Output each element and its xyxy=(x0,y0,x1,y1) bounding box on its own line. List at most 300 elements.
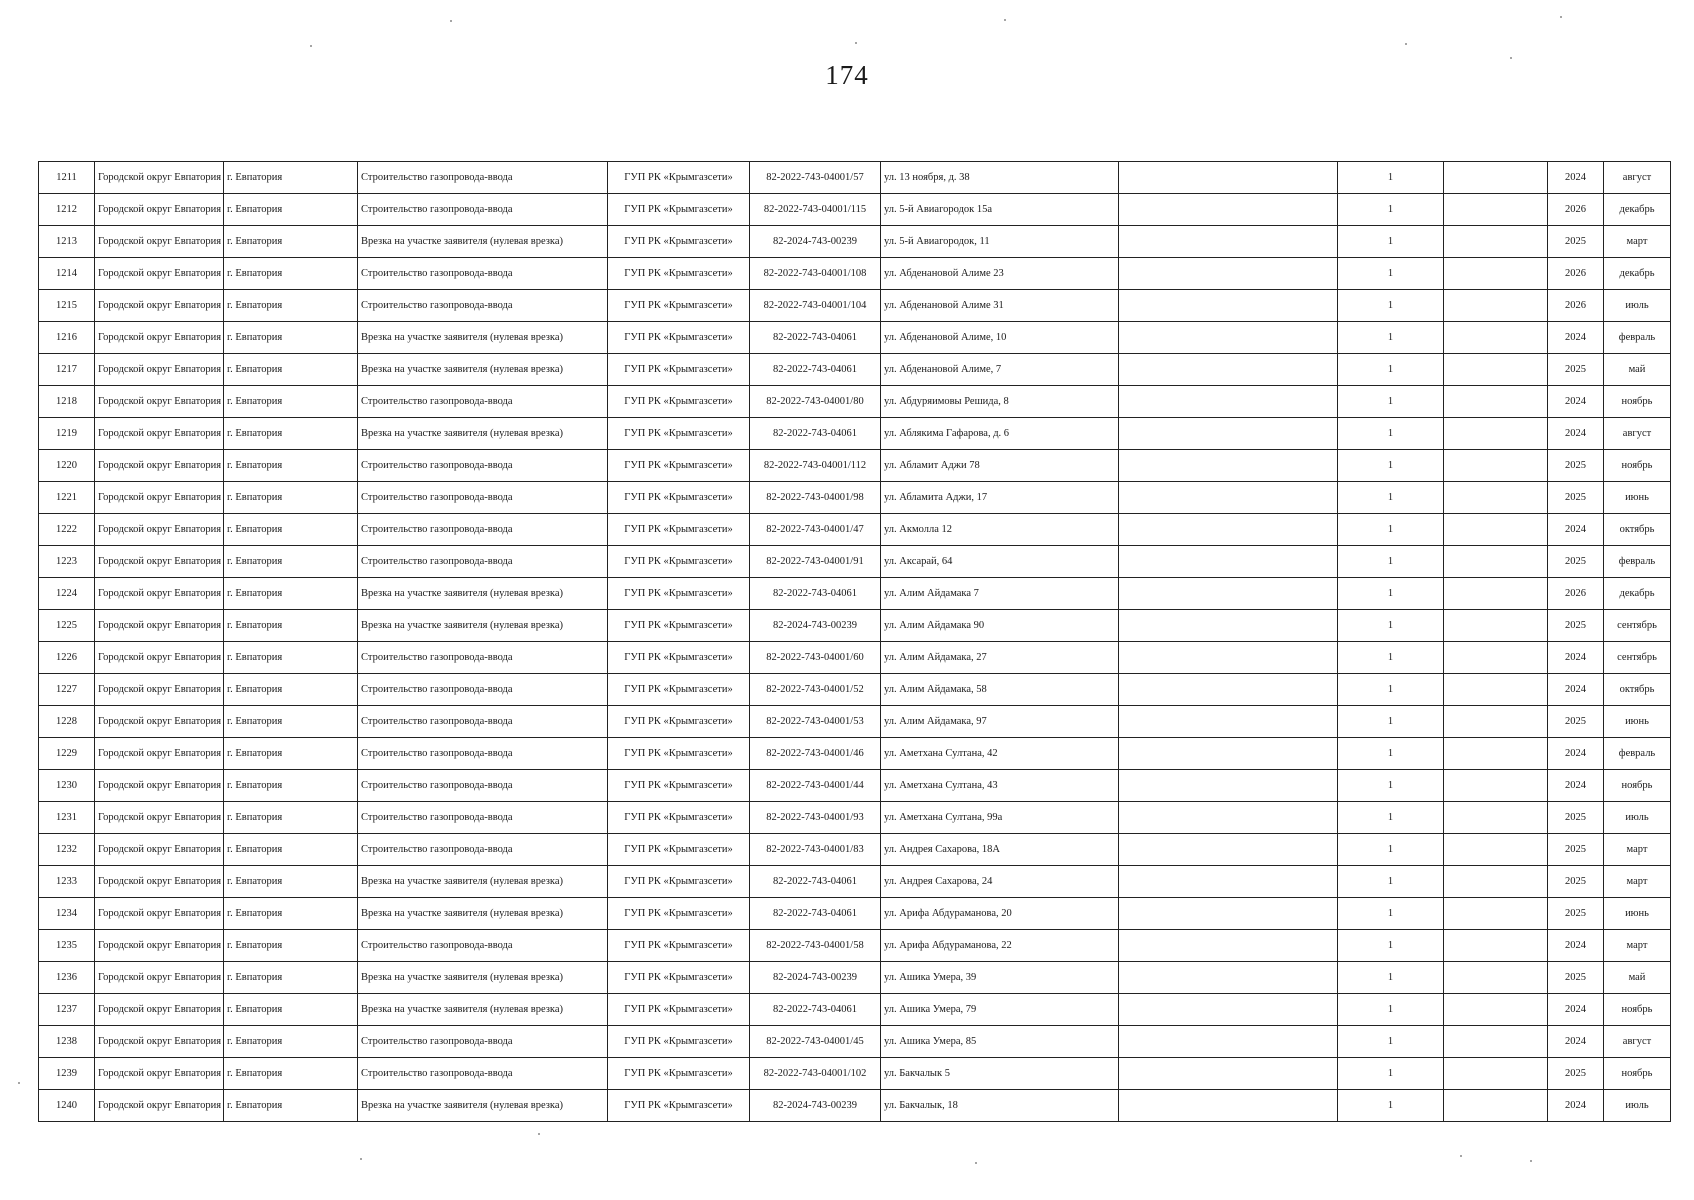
table-row xyxy=(39,706,1671,738)
work-type-cell: Врезка на участке заявителя (нулевая врезка) xyxy=(358,1090,608,1122)
empty-cell xyxy=(1119,194,1338,226)
municipality-cell: Городской округ Евпатория xyxy=(95,226,224,258)
municipality-cell: Городской округ Евпатория xyxy=(95,674,224,706)
organization-cell: ГУП РК «Крымгазсети» xyxy=(608,642,750,674)
organization-cell: ГУП РК «Крымгазсети» xyxy=(608,194,750,226)
row-number-cell: 1220 xyxy=(39,450,95,482)
table-row xyxy=(39,866,1671,898)
municipality-cell: Городской округ Евпатория xyxy=(95,930,224,962)
empty-cell xyxy=(1444,866,1548,898)
row-number-cell: 1223 xyxy=(39,546,95,578)
quantity-cell: 1 xyxy=(1338,994,1444,1026)
work-type-cell: Строительство газопровода-ввода xyxy=(358,546,608,578)
empty-cell xyxy=(1444,1026,1548,1058)
municipality-cell: Городской округ Евпатория xyxy=(95,610,224,642)
empty-cell xyxy=(1444,258,1548,290)
application-id-cell: 82-2022-743-04001/57 xyxy=(750,162,881,194)
organization-cell: ГУП РК «Крымгазсети» xyxy=(608,482,750,514)
quantity-cell: 1 xyxy=(1338,578,1444,610)
application-id-cell: 82-2022-743-04061 xyxy=(750,418,881,450)
city-cell: г. Евпатория xyxy=(224,226,358,258)
address-cell: ул. Арифа Абдураманова, 20 xyxy=(881,898,1119,930)
row-number-cell: 1217 xyxy=(39,354,95,386)
scan-speck xyxy=(1460,1155,1462,1157)
table-row xyxy=(39,226,1671,258)
quantity-cell: 1 xyxy=(1338,706,1444,738)
table-row xyxy=(39,354,1671,386)
address-cell: ул. Алим Айдамака, 97 xyxy=(881,706,1119,738)
quantity-cell: 1 xyxy=(1338,322,1444,354)
quantity-cell: 1 xyxy=(1338,1090,1444,1122)
scan-speck xyxy=(310,45,312,47)
year-cell: 2025 xyxy=(1548,450,1604,482)
work-type-cell: Врезка на участке заявителя (нулевая врезка) xyxy=(358,226,608,258)
month-cell: сентябрь xyxy=(1604,642,1671,674)
scan-speck xyxy=(1510,57,1512,59)
work-type-cell: Строительство газопровода-ввода xyxy=(358,802,608,834)
quantity-cell: 1 xyxy=(1338,194,1444,226)
row-number-cell: 1238 xyxy=(39,1026,95,1058)
month-cell: февраль xyxy=(1604,546,1671,578)
month-cell: май xyxy=(1604,962,1671,994)
organization-cell: ГУП РК «Крымгазсети» xyxy=(608,962,750,994)
month-cell: июнь xyxy=(1604,482,1671,514)
row-number-cell: 1228 xyxy=(39,706,95,738)
quantity-cell: 1 xyxy=(1338,642,1444,674)
month-cell: февраль xyxy=(1604,738,1671,770)
empty-cell xyxy=(1119,418,1338,450)
table-row xyxy=(39,834,1671,866)
application-id-cell: 82-2022-743-04061 xyxy=(750,898,881,930)
city-cell: г. Евпатория xyxy=(224,770,358,802)
application-id-cell: 82-2022-743-04001/91 xyxy=(750,546,881,578)
municipality-cell: Городской округ Евпатория xyxy=(95,354,224,386)
year-cell: 2026 xyxy=(1548,258,1604,290)
organization-cell: ГУП РК «Крымгазсети» xyxy=(608,386,750,418)
year-cell: 2024 xyxy=(1548,1090,1604,1122)
empty-cell xyxy=(1119,674,1338,706)
empty-cell xyxy=(1119,162,1338,194)
municipality-cell: Городской округ Евпатория xyxy=(95,1090,224,1122)
organization-cell: ГУП РК «Крымгазсети» xyxy=(608,578,750,610)
year-cell: 2025 xyxy=(1548,482,1604,514)
city-cell: г. Евпатория xyxy=(224,962,358,994)
empty-cell xyxy=(1444,1058,1548,1090)
table-row xyxy=(39,418,1671,450)
city-cell: г. Евпатория xyxy=(224,1090,358,1122)
year-cell: 2025 xyxy=(1548,610,1604,642)
scan-speck xyxy=(975,1162,977,1164)
empty-cell xyxy=(1119,290,1338,322)
month-cell: март xyxy=(1604,930,1671,962)
year-cell: 2025 xyxy=(1548,802,1604,834)
application-id-cell: 82-2022-743-04001/98 xyxy=(750,482,881,514)
empty-cell xyxy=(1444,354,1548,386)
quantity-cell: 1 xyxy=(1338,354,1444,386)
address-cell: ул. Аблякима Гафарова, д. 6 xyxy=(881,418,1119,450)
address-cell: ул. Абденановой Алиме 23 xyxy=(881,258,1119,290)
quantity-cell: 1 xyxy=(1338,1026,1444,1058)
table-row xyxy=(39,674,1671,706)
scan-speck xyxy=(538,1133,540,1135)
month-cell: июль xyxy=(1604,802,1671,834)
scan-speck xyxy=(360,1158,362,1160)
quantity-cell: 1 xyxy=(1338,930,1444,962)
empty-cell xyxy=(1119,994,1338,1026)
work-type-cell: Строительство газопровода-ввода xyxy=(358,770,608,802)
work-type-cell: Строительство газопровода-ввода xyxy=(358,1058,608,1090)
city-cell: г. Евпатория xyxy=(224,162,358,194)
quantity-cell: 1 xyxy=(1338,866,1444,898)
year-cell: 2026 xyxy=(1548,290,1604,322)
year-cell: 2024 xyxy=(1548,322,1604,354)
table-row xyxy=(39,290,1671,322)
application-id-cell: 82-2022-743-04001/104 xyxy=(750,290,881,322)
address-cell: ул. Алим Айдамака, 27 xyxy=(881,642,1119,674)
application-id-cell: 82-2024-743-00239 xyxy=(750,1090,881,1122)
address-cell: ул. Андрея Сахарова, 18А xyxy=(881,834,1119,866)
organization-cell: ГУП РК «Крымгазсети» xyxy=(608,802,750,834)
year-cell: 2025 xyxy=(1548,834,1604,866)
month-cell: февраль xyxy=(1604,322,1671,354)
empty-cell xyxy=(1119,546,1338,578)
work-type-cell: Строительство газопровода-ввода xyxy=(358,738,608,770)
organization-cell: ГУП РК «Крымгазсети» xyxy=(608,322,750,354)
work-type-cell: Врезка на участке заявителя (нулевая врезка) xyxy=(358,322,608,354)
work-type-cell: Врезка на участке заявителя (нулевая врезка) xyxy=(358,610,608,642)
empty-cell xyxy=(1444,1090,1548,1122)
work-type-cell: Строительство газопровода-ввода xyxy=(358,482,608,514)
month-cell: ноябрь xyxy=(1604,386,1671,418)
municipality-cell: Городской округ Евпатория xyxy=(95,162,224,194)
empty-cell xyxy=(1444,738,1548,770)
row-number-cell: 1216 xyxy=(39,322,95,354)
quantity-cell: 1 xyxy=(1338,226,1444,258)
empty-cell xyxy=(1444,674,1548,706)
empty-cell xyxy=(1119,642,1338,674)
city-cell: г. Евпатория xyxy=(224,482,358,514)
work-type-cell: Строительство газопровода-ввода xyxy=(358,514,608,546)
application-id-cell: 82-2022-743-04001/46 xyxy=(750,738,881,770)
row-number-cell: 1213 xyxy=(39,226,95,258)
empty-cell xyxy=(1444,290,1548,322)
organization-cell: ГУП РК «Крымгазсети» xyxy=(608,610,750,642)
empty-cell xyxy=(1444,578,1548,610)
year-cell: 2025 xyxy=(1548,1058,1604,1090)
municipality-cell: Городской округ Евпатория xyxy=(95,866,224,898)
empty-cell xyxy=(1444,162,1548,194)
empty-cell xyxy=(1119,610,1338,642)
organization-cell: ГУП РК «Крымгазсети» xyxy=(608,1026,750,1058)
work-type-cell: Строительство газопровода-ввода xyxy=(358,706,608,738)
city-cell: г. Евпатория xyxy=(224,1058,358,1090)
work-type-cell: Врезка на участке заявителя (нулевая врезка) xyxy=(358,354,608,386)
application-id-cell: 82-2024-743-00239 xyxy=(750,226,881,258)
organization-cell: ГУП РК «Крымгазсети» xyxy=(608,1090,750,1122)
row-number-cell: 1230 xyxy=(39,770,95,802)
empty-cell xyxy=(1119,226,1338,258)
month-cell: июнь xyxy=(1604,706,1671,738)
table-row xyxy=(39,322,1671,354)
empty-cell xyxy=(1119,770,1338,802)
city-cell: г. Евпатория xyxy=(224,930,358,962)
application-id-cell: 82-2022-743-04001/102 xyxy=(750,1058,881,1090)
scan-speck xyxy=(18,1082,20,1084)
empty-cell xyxy=(1119,354,1338,386)
organization-cell: ГУП РК «Крымгазсети» xyxy=(608,930,750,962)
municipality-cell: Городской округ Евпатория xyxy=(95,706,224,738)
organization-cell: ГУП РК «Крымгазсети» xyxy=(608,418,750,450)
work-type-cell: Строительство газопровода-ввода xyxy=(358,1026,608,1058)
city-cell: г. Евпатория xyxy=(224,290,358,322)
quantity-cell: 1 xyxy=(1338,546,1444,578)
row-number-cell: 1227 xyxy=(39,674,95,706)
month-cell: август xyxy=(1604,162,1671,194)
organization-cell: ГУП РК «Крымгазсети» xyxy=(608,450,750,482)
month-cell: июнь xyxy=(1604,898,1671,930)
month-cell: март xyxy=(1604,866,1671,898)
year-cell: 2024 xyxy=(1548,738,1604,770)
organization-cell: ГУП РК «Крымгазсети» xyxy=(608,354,750,386)
month-cell: октябрь xyxy=(1604,674,1671,706)
municipality-cell: Городской округ Евпатория xyxy=(95,514,224,546)
work-type-cell: Строительство газопровода-ввода xyxy=(358,290,608,322)
application-id-cell: 82-2022-743-04061 xyxy=(750,354,881,386)
row-number-cell: 1224 xyxy=(39,578,95,610)
municipality-cell: Городской округ Евпатория xyxy=(95,450,224,482)
table-row xyxy=(39,546,1671,578)
application-id-cell: 82-2022-743-04001/60 xyxy=(750,642,881,674)
empty-cell xyxy=(1444,482,1548,514)
municipality-cell: Городской округ Евпатория xyxy=(95,802,224,834)
address-cell: ул. Аметхана Султана, 42 xyxy=(881,738,1119,770)
application-id-cell: 82-2022-743-04061 xyxy=(750,994,881,1026)
address-cell: ул. Андрея Сахарова, 24 xyxy=(881,866,1119,898)
organization-cell: ГУП РК «Крымгазсети» xyxy=(608,834,750,866)
address-cell: ул. 13 ноября, д. 38 xyxy=(881,162,1119,194)
empty-cell xyxy=(1444,642,1548,674)
row-number-cell: 1234 xyxy=(39,898,95,930)
empty-cell xyxy=(1119,1090,1338,1122)
table-row xyxy=(39,994,1671,1026)
work-type-cell: Строительство газопровода-ввода xyxy=(358,834,608,866)
work-type-cell: Врезка на участке заявителя (нулевая врезка) xyxy=(358,418,608,450)
month-cell: ноябрь xyxy=(1604,770,1671,802)
work-type-cell: Строительство газопровода-ввода xyxy=(358,450,608,482)
month-cell: декабрь xyxy=(1604,578,1671,610)
empty-cell xyxy=(1444,514,1548,546)
table-row xyxy=(39,258,1671,290)
quantity-cell: 1 xyxy=(1338,418,1444,450)
empty-cell xyxy=(1119,482,1338,514)
application-id-cell: 82-2022-743-04061 xyxy=(750,578,881,610)
table-row xyxy=(39,386,1671,418)
organization-cell: ГУП РК «Крымгазсети» xyxy=(608,162,750,194)
row-number-cell: 1218 xyxy=(39,386,95,418)
month-cell: ноябрь xyxy=(1604,450,1671,482)
row-number-cell: 1214 xyxy=(39,258,95,290)
empty-cell xyxy=(1444,802,1548,834)
empty-cell xyxy=(1119,1026,1338,1058)
scan-speck xyxy=(1004,19,1006,21)
application-id-cell: 82-2022-743-04001/58 xyxy=(750,930,881,962)
municipality-cell: Городской округ Евпатория xyxy=(95,290,224,322)
municipality-cell: Городской округ Евпатория xyxy=(95,482,224,514)
month-cell: июль xyxy=(1604,290,1671,322)
month-cell: ноябрь xyxy=(1604,1058,1671,1090)
row-number-cell: 1235 xyxy=(39,930,95,962)
application-id-cell: 82-2022-743-04001/108 xyxy=(750,258,881,290)
empty-cell xyxy=(1444,770,1548,802)
year-cell: 2024 xyxy=(1548,674,1604,706)
row-number-cell: 1222 xyxy=(39,514,95,546)
scan-speck xyxy=(1530,1160,1532,1162)
quantity-cell: 1 xyxy=(1338,1058,1444,1090)
empty-cell xyxy=(1119,834,1338,866)
empty-cell xyxy=(1119,322,1338,354)
address-cell: ул. Алим Айдамака 7 xyxy=(881,578,1119,610)
table-row xyxy=(39,642,1671,674)
city-cell: г. Евпатория xyxy=(224,674,358,706)
application-id-cell: 82-2024-743-00239 xyxy=(750,610,881,642)
year-cell: 2025 xyxy=(1548,866,1604,898)
address-cell: ул. Ашика Умера, 79 xyxy=(881,994,1119,1026)
city-cell: г. Евпатория xyxy=(224,834,358,866)
application-id-cell: 82-2022-743-04001/112 xyxy=(750,450,881,482)
empty-cell xyxy=(1119,386,1338,418)
application-id-cell: 82-2022-743-04001/80 xyxy=(750,386,881,418)
municipality-cell: Городской округ Евпатория xyxy=(95,418,224,450)
row-number-cell: 1211 xyxy=(39,162,95,194)
empty-cell xyxy=(1444,930,1548,962)
city-cell: г. Евпатория xyxy=(224,418,358,450)
table-row xyxy=(39,482,1671,514)
quantity-cell: 1 xyxy=(1338,738,1444,770)
table-row xyxy=(39,514,1671,546)
month-cell: декабрь xyxy=(1604,258,1671,290)
empty-cell xyxy=(1444,834,1548,866)
municipality-cell: Городской округ Евпатория xyxy=(95,194,224,226)
organization-cell: ГУП РК «Крымгазсети» xyxy=(608,258,750,290)
empty-cell xyxy=(1119,706,1338,738)
table-row xyxy=(39,770,1671,802)
city-cell: г. Евпатория xyxy=(224,354,358,386)
municipality-cell: Городской округ Евпатория xyxy=(95,322,224,354)
year-cell: 2024 xyxy=(1548,642,1604,674)
page-number: 174 xyxy=(825,60,869,90)
municipality-cell: Городской округ Евпатория xyxy=(95,1058,224,1090)
empty-cell xyxy=(1444,194,1548,226)
month-cell: июль xyxy=(1604,1090,1671,1122)
year-cell: 2024 xyxy=(1548,770,1604,802)
quantity-cell: 1 xyxy=(1338,610,1444,642)
year-cell: 2024 xyxy=(1548,386,1604,418)
quantity-cell: 1 xyxy=(1338,386,1444,418)
application-id-cell: 82-2022-743-04001/45 xyxy=(750,1026,881,1058)
work-type-cell: Строительство газопровода-ввода xyxy=(358,930,608,962)
work-type-cell: Врезка на участке заявителя (нулевая врезка) xyxy=(358,962,608,994)
scan-speck xyxy=(1560,16,1562,18)
application-id-cell: 82-2022-743-04001/83 xyxy=(750,834,881,866)
year-cell: 2024 xyxy=(1548,1026,1604,1058)
table-row xyxy=(39,1026,1671,1058)
work-type-cell: Врезка на участке заявителя (нулевая врезка) xyxy=(358,898,608,930)
work-type-cell: Врезка на участке заявителя (нулевая врезка) xyxy=(358,866,608,898)
address-cell: ул. Алим Айдамака 90 xyxy=(881,610,1119,642)
table-row xyxy=(39,194,1671,226)
municipality-cell: Городской округ Евпатория xyxy=(95,386,224,418)
table-row xyxy=(39,802,1671,834)
city-cell: г. Евпатория xyxy=(224,642,358,674)
work-type-cell: Строительство газопровода-ввода xyxy=(358,642,608,674)
quantity-cell: 1 xyxy=(1338,290,1444,322)
empty-cell xyxy=(1444,546,1548,578)
city-cell: г. Евпатория xyxy=(224,322,358,354)
quantity-cell: 1 xyxy=(1338,802,1444,834)
municipality-cell: Городской округ Евпатория xyxy=(95,578,224,610)
register-table-body xyxy=(39,162,1671,1122)
organization-cell: ГУП РК «Крымгазсети» xyxy=(608,546,750,578)
row-number-cell: 1226 xyxy=(39,642,95,674)
table-row xyxy=(39,738,1671,770)
city-cell: г. Евпатория xyxy=(224,866,358,898)
empty-cell xyxy=(1119,514,1338,546)
empty-cell xyxy=(1444,386,1548,418)
row-number-cell: 1215 xyxy=(39,290,95,322)
address-cell: ул. Арифа Абдураманова, 22 xyxy=(881,930,1119,962)
empty-cell xyxy=(1444,706,1548,738)
organization-cell: ГУП РК «Крымгазсети» xyxy=(608,994,750,1026)
municipality-cell: Городской округ Евпатория xyxy=(95,770,224,802)
city-cell: г. Евпатория xyxy=(224,386,358,418)
city-cell: г. Евпатория xyxy=(224,610,358,642)
table-row xyxy=(39,1058,1671,1090)
scan-speck xyxy=(450,20,452,22)
organization-cell: ГУП РК «Крымгазсети» xyxy=(608,674,750,706)
empty-cell xyxy=(1444,418,1548,450)
address-cell: ул. 5-й Авиагородок 15а xyxy=(881,194,1119,226)
application-id-cell: 82-2022-743-04001/52 xyxy=(750,674,881,706)
row-number-cell: 1240 xyxy=(39,1090,95,1122)
work-type-cell: Строительство газопровода-ввода xyxy=(358,386,608,418)
address-cell: ул. Абденановой Алиме, 10 xyxy=(881,322,1119,354)
application-id-cell: 82-2022-743-04001/47 xyxy=(750,514,881,546)
application-id-cell: 82-2022-743-04061 xyxy=(750,322,881,354)
empty-cell xyxy=(1444,994,1548,1026)
municipality-cell: Городской округ Евпатория xyxy=(95,962,224,994)
application-id-cell: 82-2022-743-04061 xyxy=(750,866,881,898)
address-cell: ул. Бакчалык 5 xyxy=(881,1058,1119,1090)
quantity-cell: 1 xyxy=(1338,962,1444,994)
application-id-cell: 82-2022-743-04001/53 xyxy=(750,706,881,738)
empty-cell xyxy=(1119,258,1338,290)
work-type-cell: Врезка на участке заявителя (нулевая врезка) xyxy=(358,994,608,1026)
address-cell: ул. Абдуряимовы Решида, 8 xyxy=(881,386,1119,418)
month-cell: май xyxy=(1604,354,1671,386)
month-cell: сентябрь xyxy=(1604,610,1671,642)
address-cell: ул. Ашика Умера, 85 xyxy=(881,1026,1119,1058)
table-row xyxy=(39,930,1671,962)
year-cell: 2025 xyxy=(1548,354,1604,386)
empty-cell xyxy=(1119,898,1338,930)
row-number-cell: 1212 xyxy=(39,194,95,226)
year-cell: 2025 xyxy=(1548,226,1604,258)
year-cell: 2024 xyxy=(1548,418,1604,450)
scan-speck xyxy=(1405,43,1407,45)
organization-cell: ГУП РК «Крымгазсети» xyxy=(608,770,750,802)
row-number-cell: 1237 xyxy=(39,994,95,1026)
row-number-cell: 1232 xyxy=(39,834,95,866)
